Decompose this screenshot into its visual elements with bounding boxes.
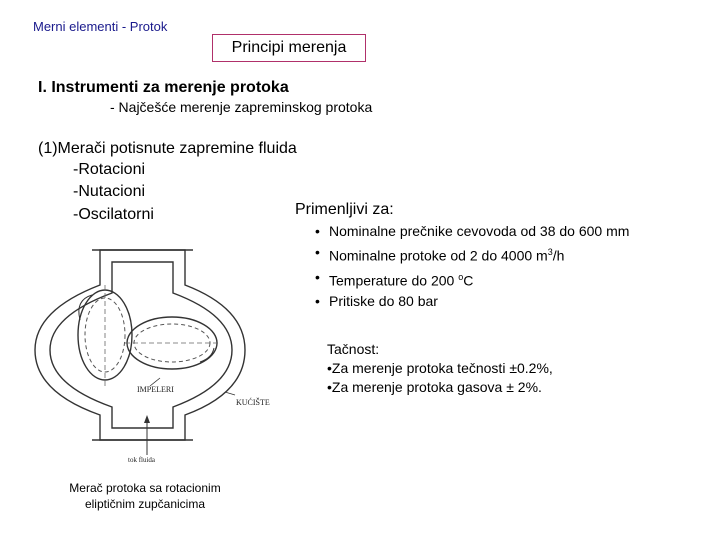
label-tok-fluida: tok fluida	[128, 456, 156, 464]
meter-type-rotary: -Rotacioni	[73, 161, 146, 178]
spec-item-pressure: • Pritiske do 80 bar	[315, 291, 629, 312]
slide-title-text: Principi merenja	[231, 39, 347, 56]
label-impeleri: IMPELERI	[137, 385, 174, 394]
applicable-title: Primenljivi za:	[295, 201, 394, 218]
slide-header: Merni elementi - Protok	[33, 19, 168, 34]
meter-group-title: (1)Merači potisnute zapremine fluida	[38, 140, 297, 157]
label-kuciste: KUĆIŠTE	[236, 398, 270, 407]
spec-item-diameter: • Nominalne prečnike cevovoda od 38 do 600 mm	[315, 221, 629, 242]
diagram-caption: Merač protoka sa rotacionim eliptičnim zupčanicima	[69, 481, 221, 511]
accuracy-liquids: •Za merenje protoka tečnosti ±0.2%,	[327, 360, 553, 376]
spec-item-temperature: • Temperature do 200 $^o$C	[315, 267, 629, 292]
meter-type-oscillating: -Oscilatorni	[73, 206, 154, 223]
meter-type-nutating: -Nutacioni	[73, 183, 146, 200]
section-heading: I. Instrumenti za merenje protoka	[38, 79, 289, 96]
accuracy-gases: •Za merenje protoka gasova ± 2%.	[327, 379, 542, 395]
accuracy-title: Tačnost:	[327, 341, 380, 357]
section-subnote: - Najčešće merenje zapreminskog protoka	[110, 99, 373, 115]
spec-item-flow: • Nominalne protoke od 2 do 4000 $m^3/h$	[315, 242, 629, 267]
impeller-horizontal	[127, 317, 217, 369]
